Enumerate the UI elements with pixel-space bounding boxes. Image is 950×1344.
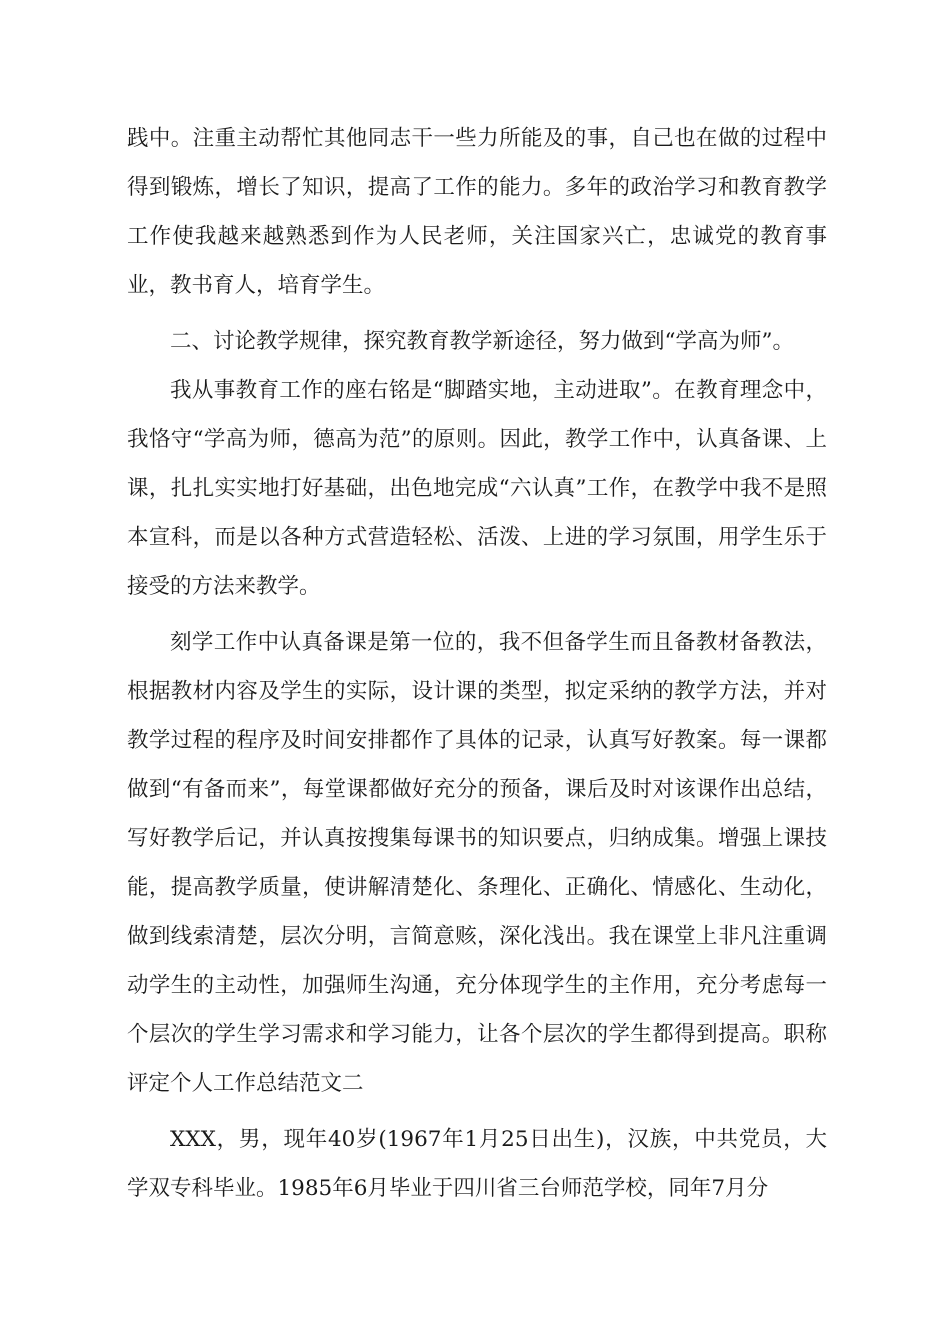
document-body (127, 114, 827, 1213)
paragraph-personal-info: XXX，男，现年40岁(1967年1月25日出生)，汉族，中共党员，大学双专科毕业。1985年6月毕业于四川省三台师范学校，同年7月分 (127, 1127, 827, 1201)
paragraph-motto: 我从事教育工作的座右铭是“脚踏实地，主动进取”。在教育理念中，我恪守“学高为师，德高为范”的原则。因此，教学工作中，认真备课、上课，扎扎实实地打好基础，出色地完成“六认真”工作，在教学中我不是照本宣科，而是以各种方式营造轻松、活泼、上进的学习氛围，用学生乐于接受的方法来教学。 (127, 378, 827, 599)
paragraph-continuation: 践中。注重主动帮忙其他同志干一些力所能及的事，自己也在做的过程中得到锻炼，增长了知识，提高了工作的能力。多年的政治学习和教育教学工作使我越来越熟悉到作为人民老师，关注国家兴亡，忠诚党的教育事业，教书育人，培育学生。 (127, 126, 827, 298)
section-heading: 二、讨论教学规律，探究教育教学新途径，努力做到“学高为师”。 (170, 329, 794, 354)
paragraph-lesson-prep: 刻学工作中认真备课是第一位的，我不但备学生而且备教材备教法，根据教材内容及学生的实际，设计课的类型，拟定采纳的教学方法，并对教学过程的程序及时间安排都作了具体的记录，认真写好教案。每一课都做到“有备而来”，每堂课都做好充分的预备，课后及时对该课作出总结，写好教学后记，并认真按搜集每课书的知识要点，归纳成集。增强上课技能，提高教学质量，使讲解清楚化、条理化、正确化、情感化、生动化，做到线索清楚，层次分明，言简意赅，深化浅出。我在课堂上非凡注重调动学生的主动性，加强师生沟通，充分体现学生的主作用，充分考虑每一个层次的学生学习需求和学习能力，让各个层次的学生都得到提高。职称评定个人工作总结范文二 (127, 630, 827, 1096)
